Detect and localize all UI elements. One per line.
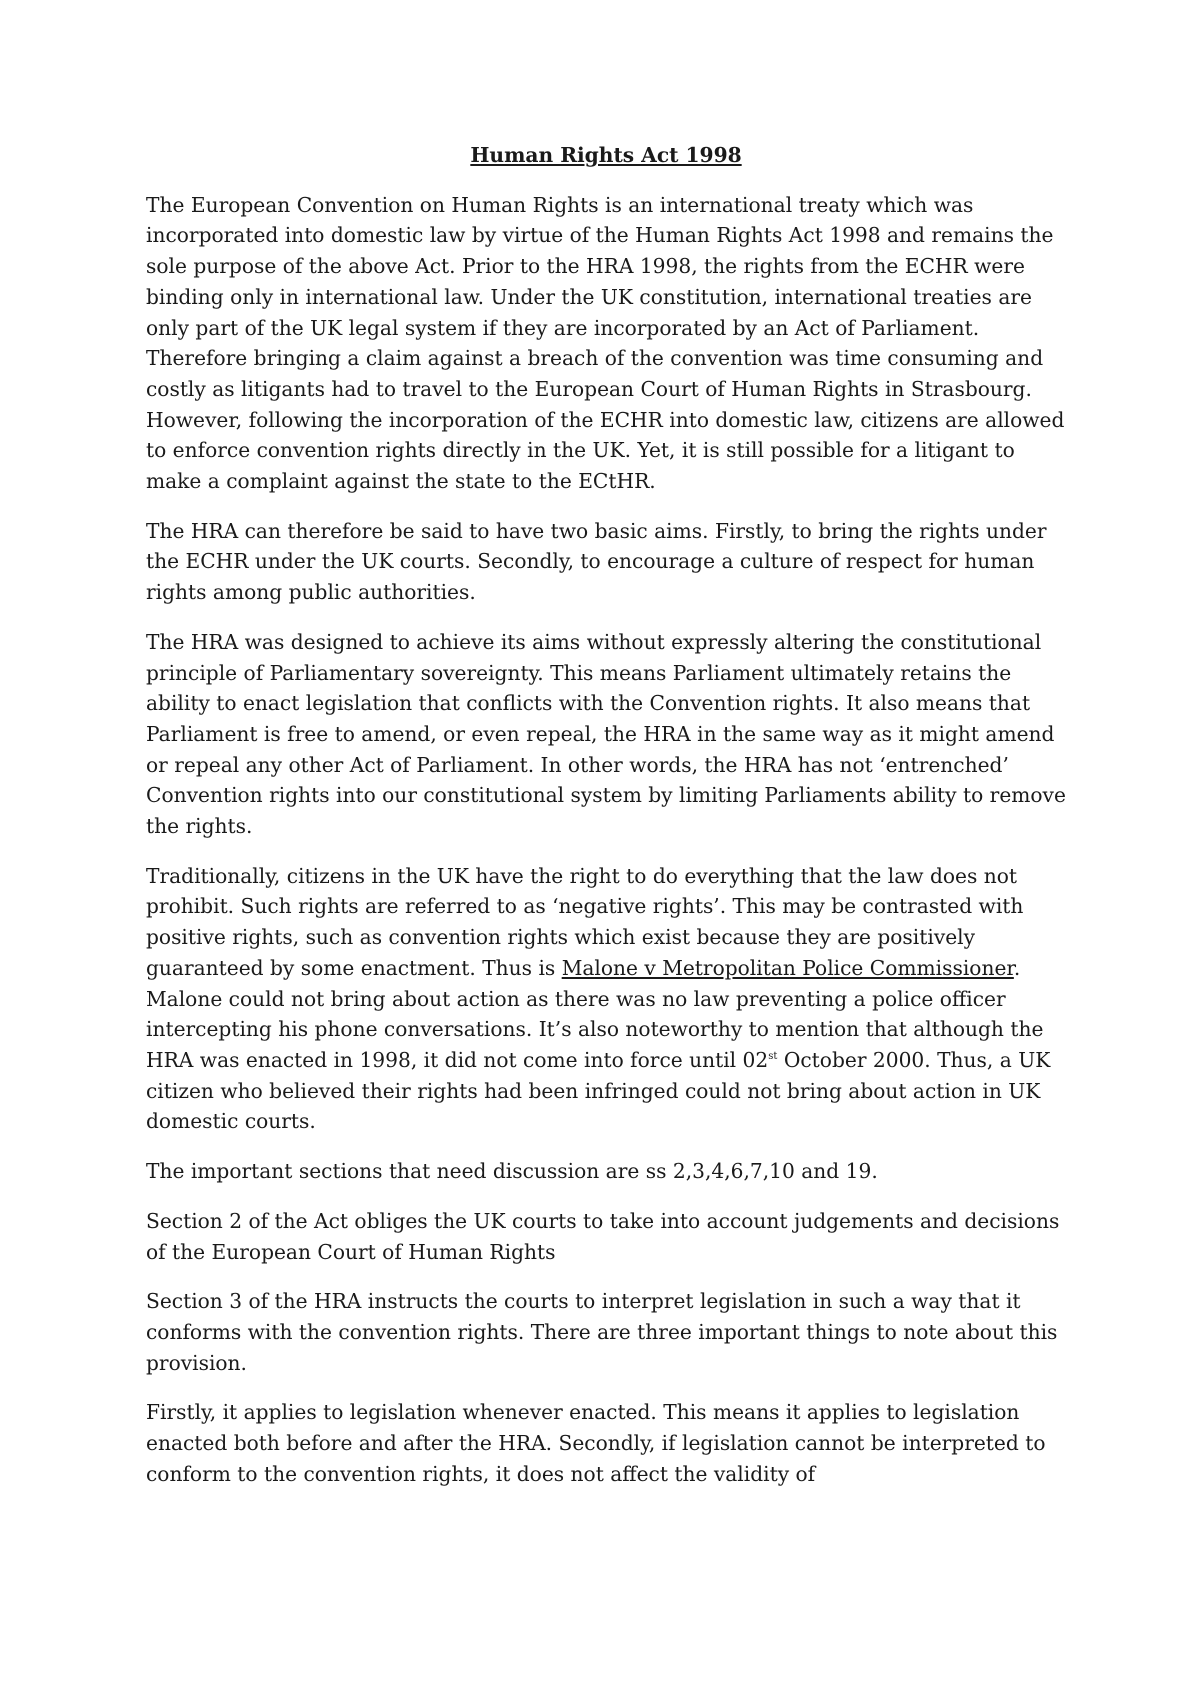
- paragraph-section-3: Section 3 of the HRA instructs the courts to interpret legislation in such a way that it conforms with the convention rights. There are three important things to note about this provision.: [146, 1289, 1058, 1375]
- document-body: [146, 140, 1066, 1508]
- ordinal-superscript: st: [768, 1050, 778, 1062]
- paragraph-important-sections: The important sections that need discussion are ss 2,3,4,6,7,10 and 19.: [146, 1159, 878, 1184]
- paragraph-hra-aims: The HRA can therefore be said to have two basic aims. Firstly, to bring the rights under the ECHR under the UK courts. Secondly, to encourage a culture of respect for human rights among public authorities.: [146, 518, 1047, 605]
- paragraph-parliamentary-sovereignty: The HRA was designed to achieve its aims without expressly altering the constitutional principle of Parliamentary sovereignty. This means Parliament ultimately retains the ability to enact legislation that conflicts with the Convention rights. It also means that Parliament is free to amend, or even repeal, the HRA in the same way as it might amend or repeal any other Act of Parliament. In other words, the HRA has not ‘entrenched’ Convention rights into our constitutional system by limiting Parliaments ability to remove the rights.: [146, 629, 1066, 839]
- case-name-malone: Malone v Metropolitan Police Commissioner: [561, 955, 1014, 980]
- document-title: Human Rights Act 1998: [470, 143, 742, 167]
- paragraph-negative-rights-text-2: . Malone could not bring about action as there was no law preventing a police officer intercepting his phone conversations. It’s also noteworthy to mention that although the HRA was enacted in 1998, it did not come into force until 02: [146, 955, 1044, 1072]
- paragraph-negative-rights-text-1: Traditionally, citizens in the UK have the right to do everything that the law does not prohibit. Such rights are referred to as ‘negative rights’. This may be contrasted with positive rights, such as convention rights which exist because they are positively guaranteed by some enactment. Thus is: [146, 863, 1024, 980]
- paragraph-echr-incorporation: The European Convention on Human Rights is an international treaty which was incorporated into domestic law by virtue of the Human Rights Act 1998 and remains the sole purpose of the above Act. Prior to the HRA 1998, the rights from the ECHR were binding only in international law. Under the UK constitution, international treaties are only part of the UK legal system if they are incorporated by an Act of Parliament. Therefore bringing a claim against a breach of the convention was time consuming and costly as litigants had to travel to the European Court of Human Rights in Strasbourg. However, following the incorporation of the ECHR into domestic law, citizens are allowed to enforce convention rights directly in the UK. Yet, it is still possible for a litigant to make a complaint against the state to the ECtHR.: [146, 192, 1065, 494]
- paragraph-negative-rights-text-3: October 2000. Thus, a UK citizen who believed their rights had been infringed could not bring about action in UK domestic courts.: [146, 1047, 1051, 1134]
- paragraph-section-3-details: Firstly, it applies to legislation whenever enacted. This means it applies to legislation enacted both before and after the HRA. Secondly, if legislation cannot be interpreted to conform to the convention rights, it does not affect the validity of: [146, 1400, 1046, 1486]
- paragraph-section-2: Section 2 of the Act obliges the UK courts to take into account judgements and decisions of the European Court of Human Rights: [146, 1208, 1060, 1264]
- paragraph-negative-rights: [146, 861, 1066, 1137]
